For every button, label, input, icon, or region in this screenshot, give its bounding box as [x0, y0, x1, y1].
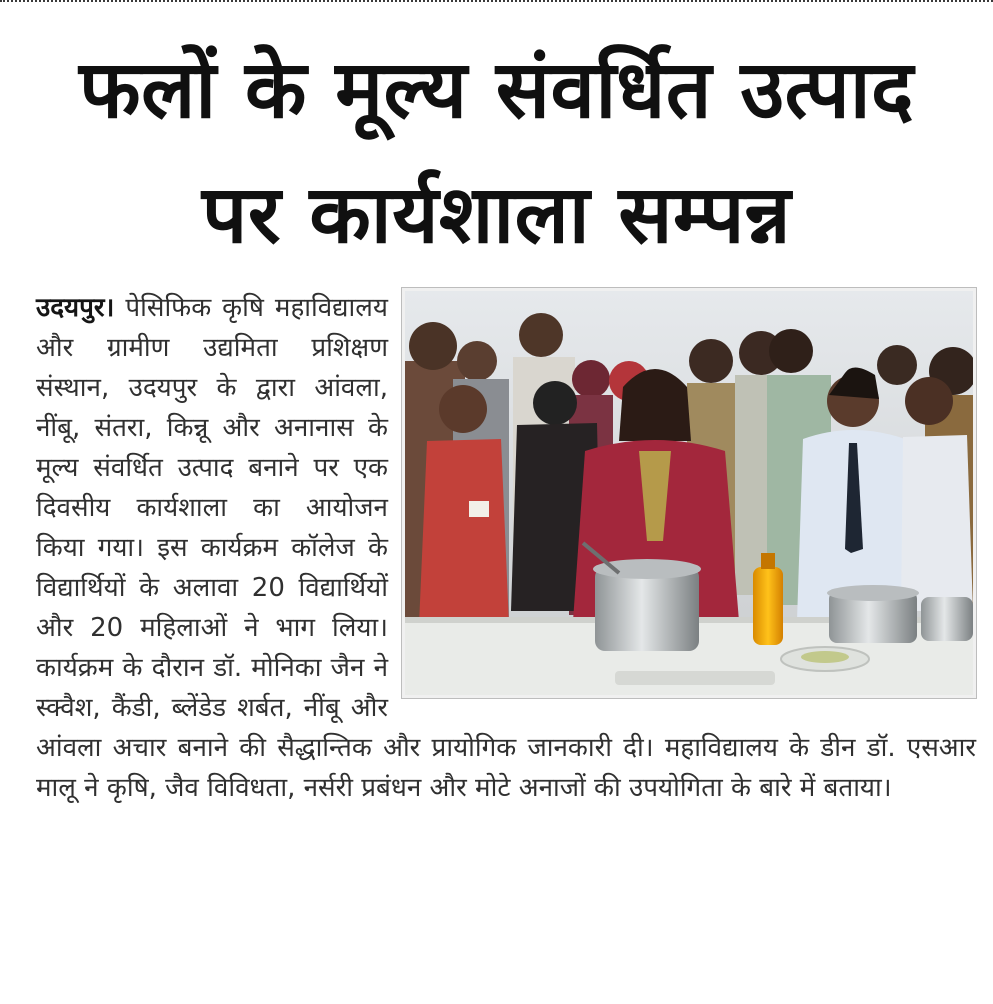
workshop-photo: [402, 288, 976, 698]
article-text: पेसिफिक कृषि महाविद्यालय और ग्रामीण उद्यमिता प्रशिक्षण संस्थान, उदयपुर के द्वारा आंवला, नींबू, संतरा, किन्नू और अनानास के मूल्य संवर्धित उत्पाद बनाने पर एक दिवसीय कार्यशाला का आयोजन किया गया। इस कार्यक्रम कॉलेज के विद्यार्थियों के अलावा 20 विद्यार्थियों और 20 महिलाओं ने भाग लिया। कार्यक्रम के दौरान डॉ. मोनिका जैन ने स्क्वैश, कैंडी, ब्लेंडेड शर्बत, नींबू और आंवला अचार बनाने की सैद्धान्तिक और प्रायोगिक जानकारी दी। महाविद्यालय के डीन डॉ. एसआर मालू ने कृषि, जैव विविधता, नर्सरी प्रबंधन और मोटे अनाजों की उपयोगिता के बारे में बताया।: [36, 293, 976, 803]
headline-line-1: फलों के मूल्य संवर्धित उत्पाद: [78, 43, 915, 136]
article-body: [36, 288, 976, 808]
headline-line-2: पर कार्यशाला सम्पन्न: [201, 168, 792, 261]
top-dotted-rule: [0, 0, 993, 2]
dateline: उदयपुर।: [36, 293, 115, 323]
